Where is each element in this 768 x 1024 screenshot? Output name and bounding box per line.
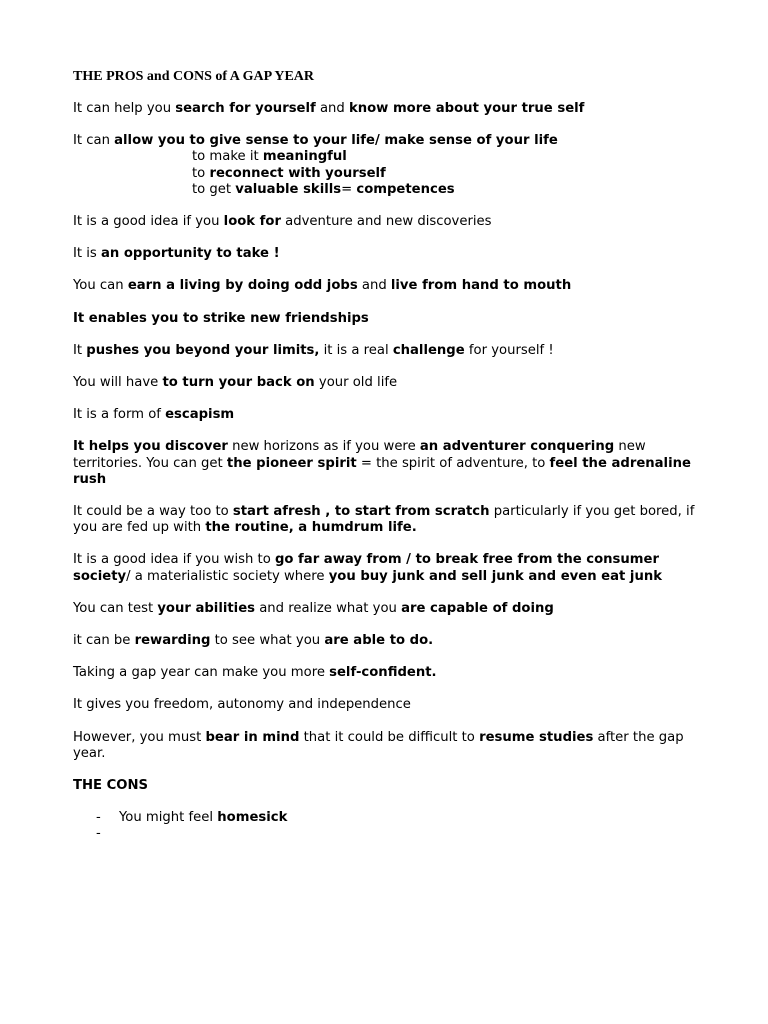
paragraph-friendships: [73, 311, 713, 327]
text-run: and: [315, 101, 349, 116]
cons-item-homesick: [73, 810, 713, 826]
text-run: However, you must: [73, 729, 206, 745]
text-run: to see what you: [210, 633, 325, 649]
bold-phrase: look for: [223, 214, 281, 230]
bold-phrase: start afresh , to start from scratch: [232, 504, 490, 520]
bold-phrase: challenge: [392, 342, 465, 358]
text-run: and: [357, 278, 391, 294]
paragraph-consumer-society: [73, 552, 713, 584]
paragraph-challenge: [73, 343, 713, 359]
paragraph-start-afresh: [73, 504, 713, 536]
paragraph-valuable-skills: [73, 182, 713, 198]
paragraph-escapism: [73, 407, 713, 423]
paragraph-odd-jobs: [73, 278, 713, 294]
text-run: new territories. You can get: [73, 439, 646, 471]
text-run: that it could be difficult to: [299, 729, 480, 745]
paragraph-turn-back: [73, 375, 713, 391]
text-run: You might feel: [119, 810, 218, 826]
text-run: / a materialistic society where: [126, 568, 329, 584]
text-run: to make it: [192, 149, 263, 165]
cons-item-empty: [73, 826, 713, 842]
text-run: particularly if you get bored, if you are fed up with: [73, 504, 695, 536]
text-run: It is a good idea if you: [73, 214, 224, 230]
paragraph-bear-in-mind: [73, 730, 713, 762]
text-run: It: [73, 342, 87, 358]
paragraph-opportunity: [73, 246, 713, 262]
text-run: It can help you: [73, 101, 176, 116]
text-run: It is: [73, 246, 101, 262]
text-run: You can: [73, 278, 128, 294]
bold-phrase: the pioneer spirit: [226, 455, 357, 471]
bold-phrase: reconnect with yourself: [209, 165, 386, 181]
text-run: It could be a way too to: [73, 504, 233, 520]
paragraph-freedom: [73, 697, 713, 713]
text-run: for yourself !: [464, 342, 554, 358]
bold-phrase: are able to do.: [324, 633, 434, 649]
bold-phrase: rewarding: [134, 633, 211, 649]
bold-phrase: It enables you to strike new friendships: [73, 310, 369, 326]
bold-phrase: the routine, a humdrum life.: [205, 520, 417, 536]
bold-phrase: meaningful: [262, 149, 347, 165]
text-run: You can test: [73, 600, 158, 616]
paragraph-adventure: [73, 214, 713, 230]
bold-phrase: an opportunity to take !: [100, 246, 280, 262]
text-run: and realize what you: [255, 600, 402, 616]
bold-phrase: you buy junk and sell junk and even eat junk: [328, 568, 662, 584]
bold-phrase: feel the adrenaline rush: [73, 455, 691, 487]
text-run: it can be: [73, 633, 135, 649]
text-run: It can: [73, 133, 115, 149]
paragraph-discover: [73, 439, 713, 488]
bold-phrase: escapism: [165, 407, 235, 423]
bold-phrase: your abilities: [157, 600, 255, 616]
bold-phrase: search for yourself: [175, 101, 316, 116]
bold-phrase: allow you to give sense to your life/ make sense of your life: [114, 133, 558, 149]
bold-phrase: valuable skills: [235, 181, 342, 197]
bold-phrase: resume studies: [479, 729, 594, 745]
text-run: =: [341, 181, 357, 197]
text-run: new horizons as if you were: [227, 439, 420, 455]
paragraph-rewarding: [73, 633, 713, 649]
text-run: adventure and new discoveries: [280, 214, 492, 230]
document-page: [73, 69, 713, 843]
bold-phrase: self-confident.: [329, 665, 437, 681]
bold-phrase: It helps you discover: [73, 439, 228, 455]
text-run: = the spirit of adventure, to: [356, 455, 550, 471]
cons-list: [73, 810, 713, 842]
bold-phrase: an adventurer conquering: [419, 439, 615, 455]
paragraph-abilities: [73, 601, 713, 617]
text-run: It is a form of: [73, 407, 166, 423]
text-run: You will have: [73, 375, 163, 391]
paragraph-reconnect: [73, 166, 713, 182]
bold-phrase: pushes you beyond your limits,: [86, 342, 320, 358]
bold-phrase: bear in mind: [205, 729, 300, 745]
paragraph-meaningful: [73, 149, 713, 165]
paragraph-make-sense: [73, 133, 713, 149]
cons-heading: THE CONS: [73, 778, 149, 794]
document-title: THE PROS and CONS of A GAP YEAR: [73, 69, 315, 84]
text-run: to get: [192, 181, 236, 197]
paragraph-search-yourself: [73, 101, 713, 117]
text-run: it is a real: [319, 342, 393, 358]
text-run: Taking a gap year can make you more: [73, 665, 330, 681]
paragraph-self-confident: [73, 665, 713, 681]
bold-phrase: competences: [356, 181, 455, 197]
bold-phrase: know more about your true self: [348, 101, 585, 116]
text-run: to: [192, 165, 210, 181]
bold-phrase: go far away from / to break free from the consumer society: [73, 552, 659, 584]
bold-phrase: are capable of doing: [401, 600, 554, 616]
bold-phrase: earn a living by doing odd jobs: [127, 278, 358, 294]
bold-phrase: to turn your back on: [162, 375, 315, 391]
text-run: after the gap year.: [73, 729, 684, 761]
text-run: your old life: [314, 375, 398, 391]
text-run: It is a good idea if you wish to: [73, 552, 275, 568]
bold-phrase: homesick: [217, 810, 288, 826]
bold-phrase: live from hand to mouth: [390, 278, 572, 294]
text-run: It gives you freedom, autonomy and independence: [73, 697, 411, 713]
